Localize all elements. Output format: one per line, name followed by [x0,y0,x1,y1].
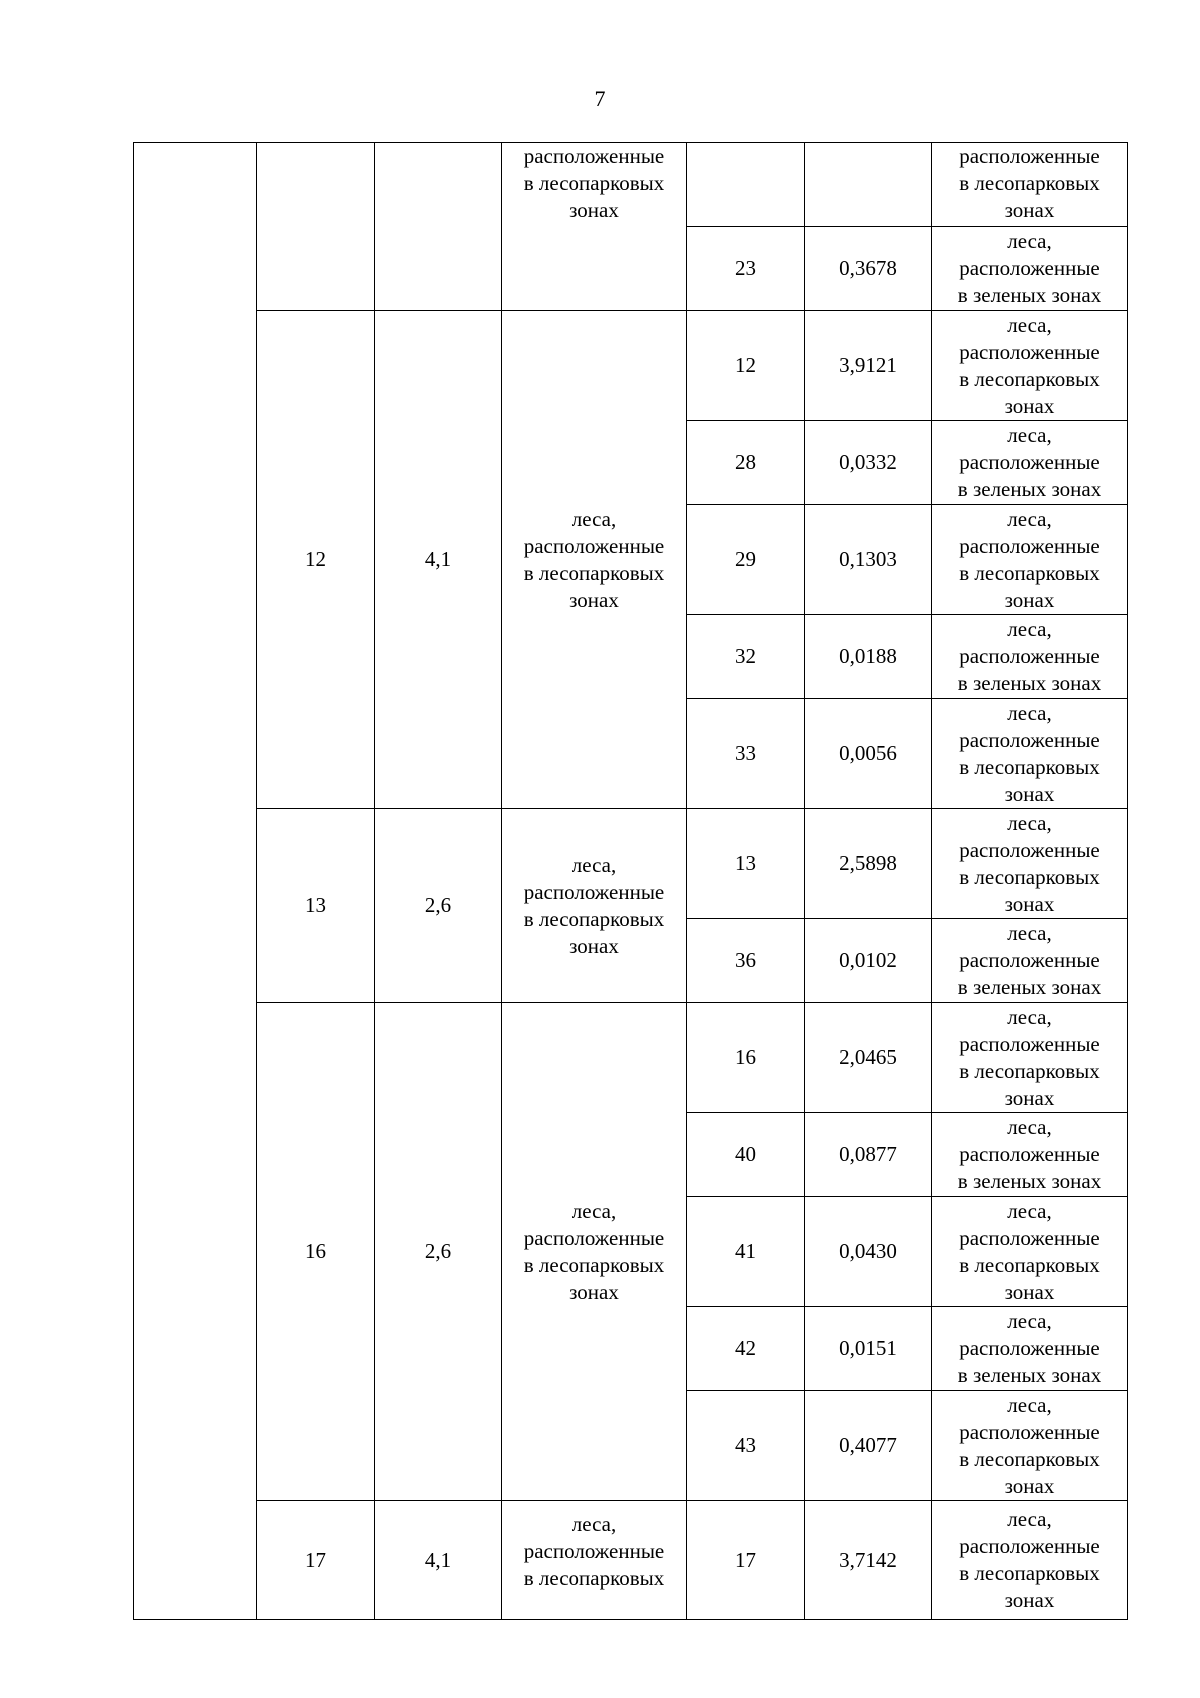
sub-category-cell: леса, расположенные в лесопарковых зонах [932,1197,1128,1307]
sub-area-cell: 0,0877 [805,1113,932,1197]
sub-category-cell: расположенные в лесопарковых зонах [932,143,1128,227]
forest-table [133,142,1128,1620]
sub-category-cell: леса, расположенные в зеленых зонах [932,1307,1128,1391]
sub-area-cell: 0,1303 [805,505,932,615]
sub-area-cell: 0,0332 [805,421,932,505]
quarter-number-cell: 13 [257,809,375,1003]
category-cell: леса, расположенные в лесопарковых зонах [502,1003,687,1501]
sub-area-cell: 0,0430 [805,1197,932,1307]
table-row [134,143,1128,227]
area-cell [375,143,502,311]
table-row [134,1501,1128,1620]
sub-area-cell: 0,0151 [805,1307,932,1391]
sub-category-cell: леса, расположенные в лесопарковых зонах [932,1501,1128,1620]
sub-quarter-number-cell: 42 [687,1307,805,1391]
sub-category-cell: леса, расположенные в лесопарковых зонах [932,1003,1128,1113]
table-row [134,809,1128,919]
quarter-number-cell [257,143,375,311]
area-cell: 2,6 [375,809,502,1003]
sub-area-cell: 0,4077 [805,1391,932,1501]
sub-quarter-number-cell: 12 [687,311,805,421]
sub-category-cell: леса, расположенные в лесопарковых зонах [932,809,1128,919]
sub-category-cell: леса, расположенные в зеленых зонах [932,919,1128,1003]
sub-area-cell: 3,7142 [805,1501,932,1620]
sub-quarter-number-cell: 28 [687,421,805,505]
page-number: 7 [594,86,606,111]
blank-first-column-cell [134,143,257,1620]
sub-area-cell [805,143,932,227]
sub-category-cell: леса, расположенные в лесопарковых зонах [932,505,1128,615]
sub-quarter-number-cell: 29 [687,505,805,615]
sub-quarter-number-cell: 33 [687,699,805,809]
sub-quarter-number-cell: 16 [687,1003,805,1113]
sub-area-cell: 0,0188 [805,615,932,699]
sub-category-cell: леса, расположенные в лесопарковых зонах [932,311,1128,421]
sub-quarter-number-cell: 43 [687,1391,805,1501]
sub-area-cell: 2,0465 [805,1003,932,1113]
sub-quarter-number-cell: 40 [687,1113,805,1197]
table-row [134,311,1128,421]
sub-quarter-number-cell: 41 [687,1197,805,1307]
area-cell: 4,1 [375,311,502,809]
sub-area-cell: 0,3678 [805,227,932,311]
sub-quarter-number-cell: 32 [687,615,805,699]
sub-quarter-number-cell: 13 [687,809,805,919]
area-cell: 2,6 [375,1003,502,1501]
sub-area-cell: 0,0102 [805,919,932,1003]
sub-area-cell: 3,9121 [805,311,932,421]
category-cell: леса, расположенные в лесопарковых зонах [502,809,687,1003]
sub-category-cell: леса, расположенные в зеленых зонах [932,615,1128,699]
sub-category-cell: леса, расположенные в лесопарковых зонах [932,1391,1128,1501]
sub-quarter-number-cell: 17 [687,1501,805,1620]
sub-area-cell: 0,0056 [805,699,932,809]
quarter-number-cell: 12 [257,311,375,809]
sub-quarter-number-cell: 23 [687,227,805,311]
category-cell: леса, расположенные в лесопарковых зонах [502,311,687,809]
table-row [134,1003,1128,1113]
sub-category-cell: леса, расположенные в зеленых зонах [932,421,1128,505]
sub-quarter-number-cell: 36 [687,919,805,1003]
sub-category-cell: леса, расположенные в лесопарковых зонах [932,699,1128,809]
quarter-number-cell: 17 [257,1501,375,1620]
sub-category-cell: леса, расположенные в зеленых зонах [932,227,1128,311]
area-cell: 4,1 [375,1501,502,1620]
sub-quarter-number-cell [687,143,805,227]
sub-category-cell: леса, расположенные в зеленых зонах [932,1113,1128,1197]
category-cell: расположенные в лесопарковых зонах [502,143,687,311]
category-cell: леса, расположенные в лесопарковых [502,1501,687,1620]
quarter-number-cell: 16 [257,1003,375,1501]
sub-area-cell: 2,5898 [805,809,932,919]
